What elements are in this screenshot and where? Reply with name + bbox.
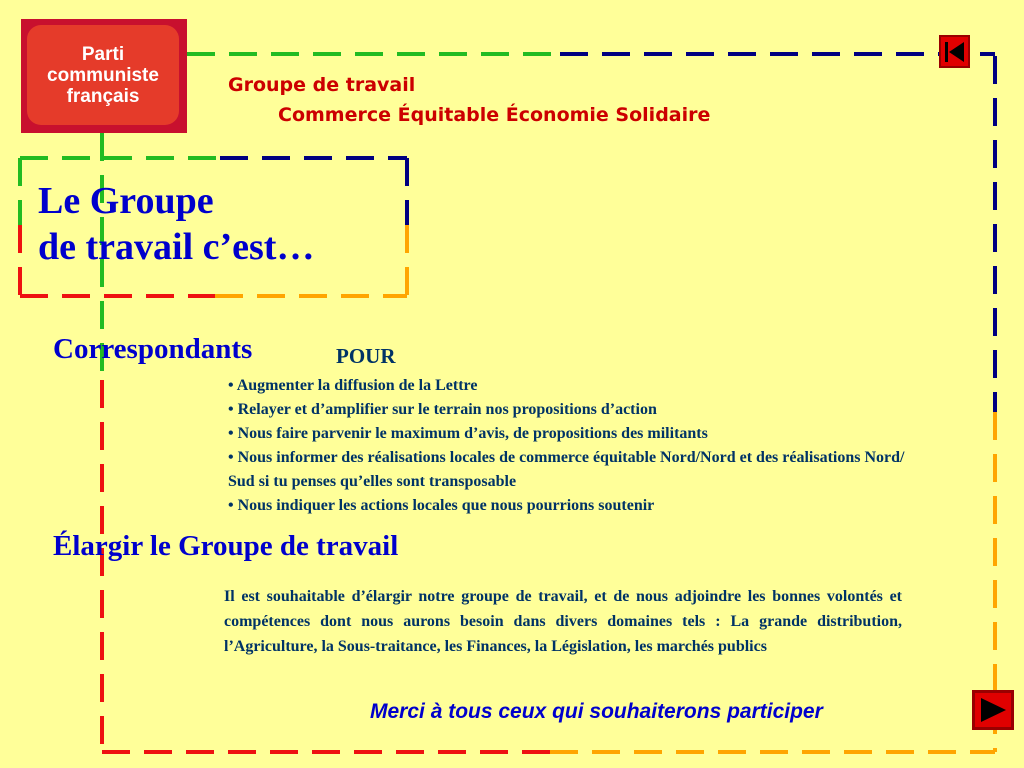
- correspondants-heading: Correspondants: [53, 333, 253, 365]
- first-slide-icon: [943, 39, 967, 65]
- logo-line-2: communiste: [47, 64, 159, 86]
- pour-label: POUR: [336, 344, 396, 368]
- elargir-heading: Élargir le Groupe de travail: [53, 530, 399, 562]
- list-item: • Relayer et d’amplifier sur le terrain nos propositions d’action: [228, 401, 657, 418]
- correspondants-list: [228, 374, 928, 518]
- next-slide-icon: [978, 696, 1008, 724]
- slide-title-line-2: de travail c’est…: [38, 226, 315, 268]
- logo-line-3: français: [66, 85, 140, 107]
- list-item: • Nous faire parvenir le maximum d’avis, de propositions des militants: [228, 425, 708, 442]
- first-slide-button[interactable]: [939, 35, 970, 68]
- list-item: • Nous informer des réalisations locales de commerce équitable Nord/Nord et des réalisations Nord/ Sud si tu penses qu’elles sont transposable: [228, 449, 905, 490]
- slide-title-line-1: Le Groupe: [38, 180, 214, 222]
- elargir-paragraph: Il est souhaitable d’élargir notre groupe de travail, et de nous adjoindre les bonnes volontés et compétences dont nous aurons besoin dans divers domaines tels : La grande distribution, l’Agriculture, la Sous-traitance, les Finances, la Législation, les marchés publics: [224, 588, 902, 655]
- logo-line-1: Parti: [81, 43, 125, 65]
- list-item: • Augmenter la diffusion de la Lettre: [228, 377, 478, 394]
- header-group-title: Groupe de travail: [228, 74, 416, 96]
- party-logo: [21, 19, 187, 133]
- slide-title: [38, 178, 314, 270]
- header-subtitle: Commerce Équitable Économie Solidaire: [278, 104, 711, 126]
- next-slide-button[interactable]: [972, 690, 1014, 730]
- list-item: • Nous indiquer les actions locales que nous pourrions soutenir: [228, 497, 655, 514]
- thanks-message: Merci à tous ceux qui souhaiterons participer: [370, 700, 823, 723]
- logo-badge: [27, 25, 179, 125]
